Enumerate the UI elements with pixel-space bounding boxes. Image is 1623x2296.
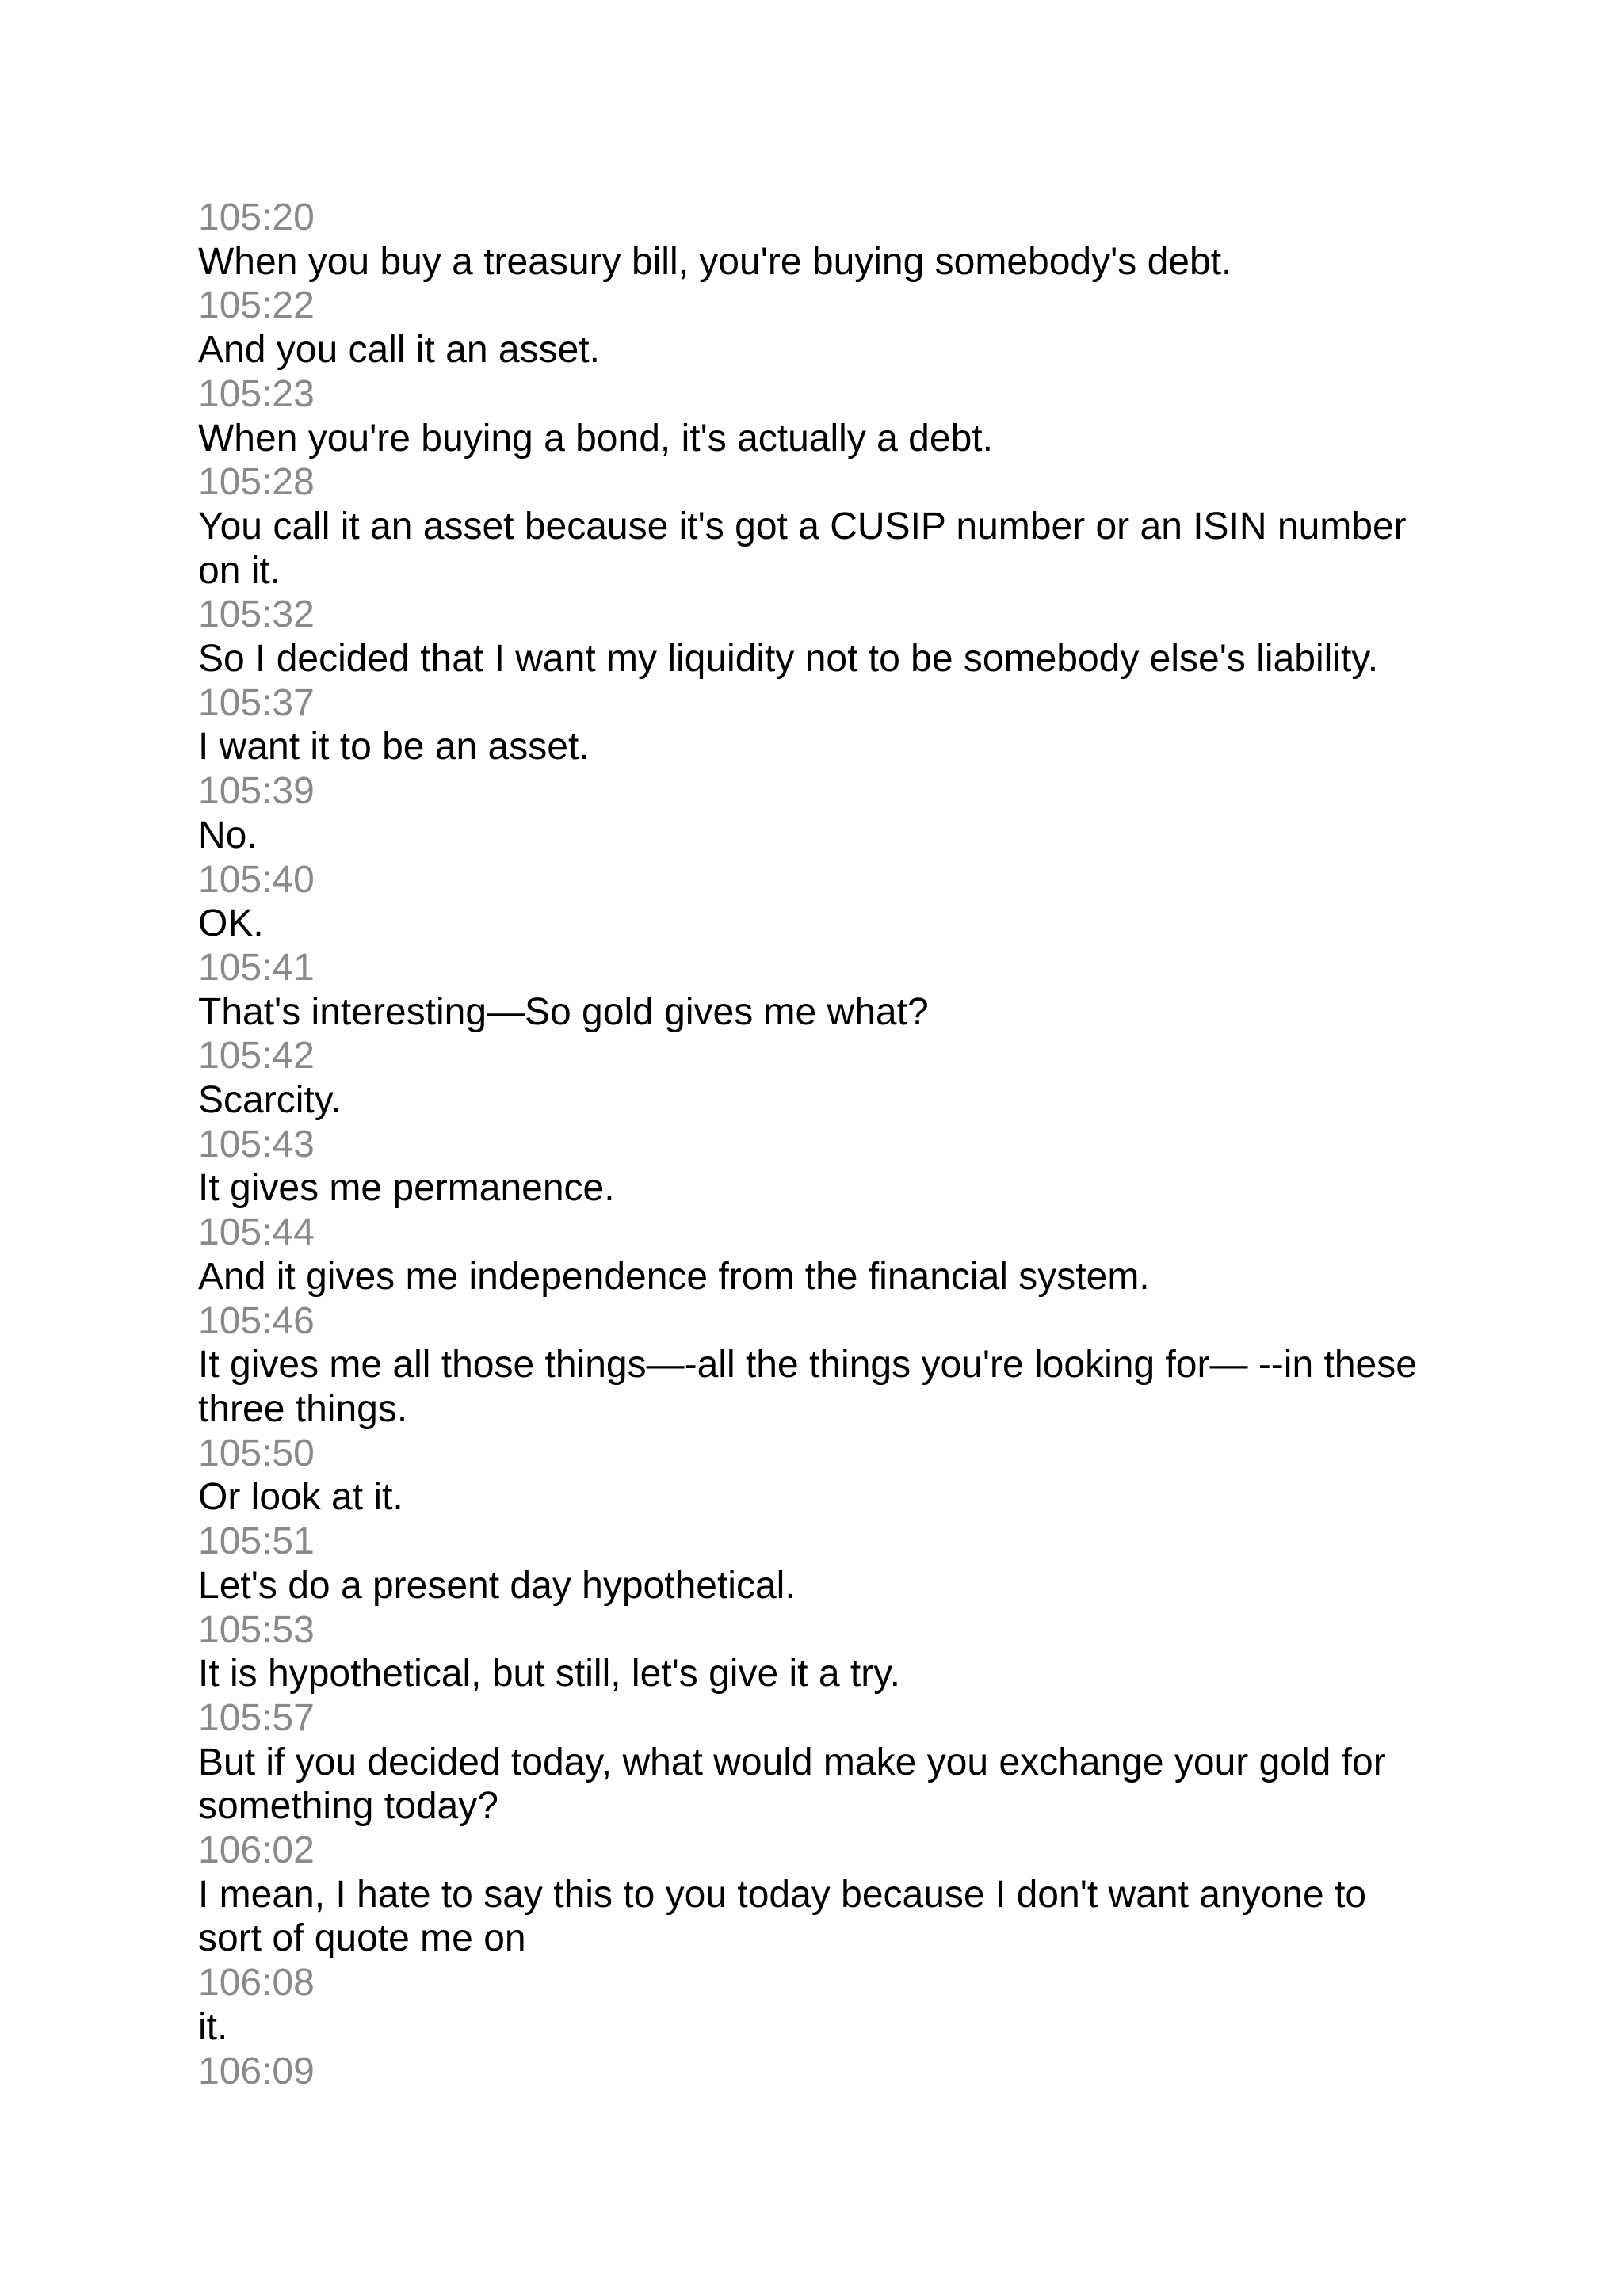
timestamp: 105:41 <box>198 946 315 989</box>
timestamp: 105:20 <box>198 196 315 238</box>
transcript-line: Scarcity. <box>198 1079 342 1122</box>
timestamp: 105:44 <box>198 1211 315 1254</box>
transcript-entry <box>198 1299 1434 1432</box>
timestamp: 106:02 <box>198 1829 315 1872</box>
transcript-line: No. <box>198 814 258 856</box>
transcript-entry <box>198 593 1434 681</box>
transcript-entry <box>198 1608 1434 1696</box>
transcript-line: it. <box>198 2005 228 2048</box>
transcript-entry <box>198 284 1434 372</box>
transcript-line: You call it an asset because it's got a CUSIP number or an ISIN number on it. <box>198 505 1407 592</box>
timestamp: 105:42 <box>198 1035 315 1077</box>
transcript-line: And you call it an asset. <box>198 329 600 372</box>
transcript-entry <box>198 1432 1434 1520</box>
transcript-line: Let's do a present day hypothetical. <box>198 1564 796 1607</box>
timestamp: 105:50 <box>198 1432 315 1474</box>
timestamp: 105:32 <box>198 593 315 636</box>
timestamp: 105:22 <box>198 284 315 327</box>
transcript-entry <box>198 460 1434 593</box>
timestamp: 106:09 <box>198 2050 315 2092</box>
transcript-line: It gives me permanence. <box>198 1167 615 1210</box>
timestamp: 105:37 <box>198 681 315 724</box>
transcript-entry <box>198 2050 1434 2094</box>
transcript-entry <box>198 1123 1434 1211</box>
transcript-entry <box>198 1520 1434 1608</box>
transcript-line: I want it to be an asset. <box>198 726 590 769</box>
transcript-entry <box>198 1829 1434 1961</box>
timestamp: 105:43 <box>198 1123 315 1165</box>
transcript-entry <box>198 769 1434 857</box>
transcript-line: Or look at it. <box>198 1476 403 1519</box>
timestamp: 105:28 <box>198 461 315 504</box>
transcript-entry <box>198 1696 1434 1829</box>
transcript-entry <box>198 372 1434 460</box>
timestamp: 105:57 <box>198 1696 315 1739</box>
transcript-line: When you're buying a bond, it's actually a debt. <box>198 417 993 460</box>
transcript-line: When you buy a treasury bill, you're buying somebody's debt. <box>198 240 1232 283</box>
timestamp: 105:39 <box>198 770 315 813</box>
transcript-entry <box>198 858 1434 946</box>
transcript-line: It gives me all those things—-all the things you're looking for— --in these three things. <box>198 1344 1417 1430</box>
transcript-line: OK. <box>198 902 264 945</box>
transcript-entry <box>198 1961 1434 2049</box>
timestamp: 105:51 <box>198 1520 315 1563</box>
timestamp: 105:40 <box>198 858 315 901</box>
timestamp: 105:46 <box>198 1299 315 1342</box>
transcript-line: And it gives me independence from the financial system. <box>198 1255 1150 1298</box>
transcript-line: But if you decided today, what would make you exchange your gold for something today? <box>198 1741 1386 1828</box>
transcript-entry <box>198 1211 1434 1299</box>
transcript-line: I mean, I hate to say this to you today because I don't want anyone to sort of quote me on <box>198 1873 1367 1960</box>
transcript-entry <box>198 1034 1434 1122</box>
transcript-entry <box>198 681 1434 769</box>
transcript-page <box>198 196 1434 2093</box>
transcript-line: So I decided that I want my liquidity not to be somebody else's liability. <box>198 638 1379 681</box>
timestamp: 105:23 <box>198 372 315 415</box>
timestamp: 105:53 <box>198 1608 315 1651</box>
transcript-entry <box>198 946 1434 1034</box>
transcript-line: It is hypothetical, but still, let's give it a try. <box>198 1653 900 1695</box>
transcript-entry <box>198 196 1434 284</box>
transcript-line: That's interesting—So gold gives me what? <box>198 990 929 1033</box>
timestamp: 106:08 <box>198 1962 315 2004</box>
